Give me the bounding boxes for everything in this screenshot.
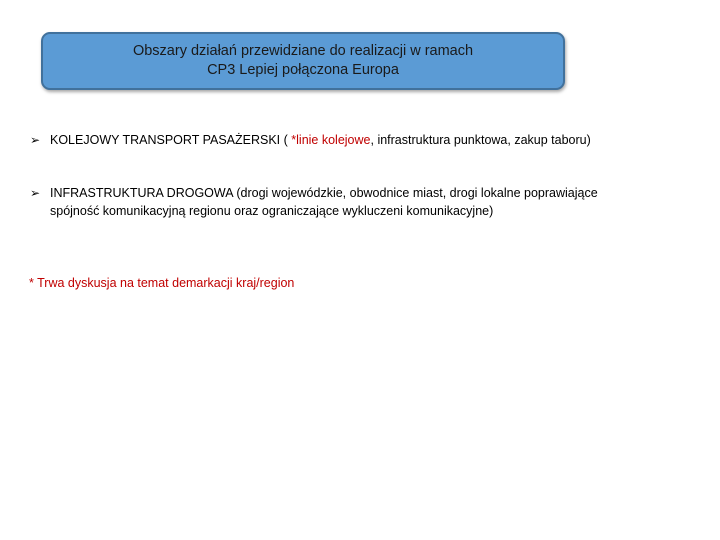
paren-open: ( xyxy=(280,133,292,147)
list-item-text xyxy=(50,184,610,220)
list-item-heading: KOLEJOWY TRANSPORT PASAŻERSKI xyxy=(50,133,281,147)
title-box xyxy=(41,32,565,90)
list-item-road-infrastructure xyxy=(30,184,610,220)
highlighted-text: *linie kolejowe xyxy=(291,133,371,147)
paren-open: ( xyxy=(232,186,241,200)
list-item-rail-transport xyxy=(30,131,610,149)
list-item-rest: , infrastruktura punktowa, zakup taboru) xyxy=(370,133,591,147)
list-item-text xyxy=(50,131,610,149)
title-line-2: CP3 Lepiej połączona Europa xyxy=(207,62,399,78)
list-item-heading: INFRASTRUKTURA DROGOWA xyxy=(50,186,233,200)
footnote: * Trwa dyskusja na temat demarkacji kraj/region xyxy=(29,276,295,290)
title-line-1: Obszary działań przewidziane do realizacji w ramach xyxy=(132,43,474,59)
list-item-rest: drogi wojewódzkie, obwodnice miast, drogi lokalne poprawiające spójność komunikacyjną regionu oraz ograniczające wykluczeni komunikacyjne) xyxy=(50,186,598,218)
arrow-bullet-icon: ➢ xyxy=(30,133,41,147)
arrow-bullet-icon: ➢ xyxy=(30,186,41,200)
